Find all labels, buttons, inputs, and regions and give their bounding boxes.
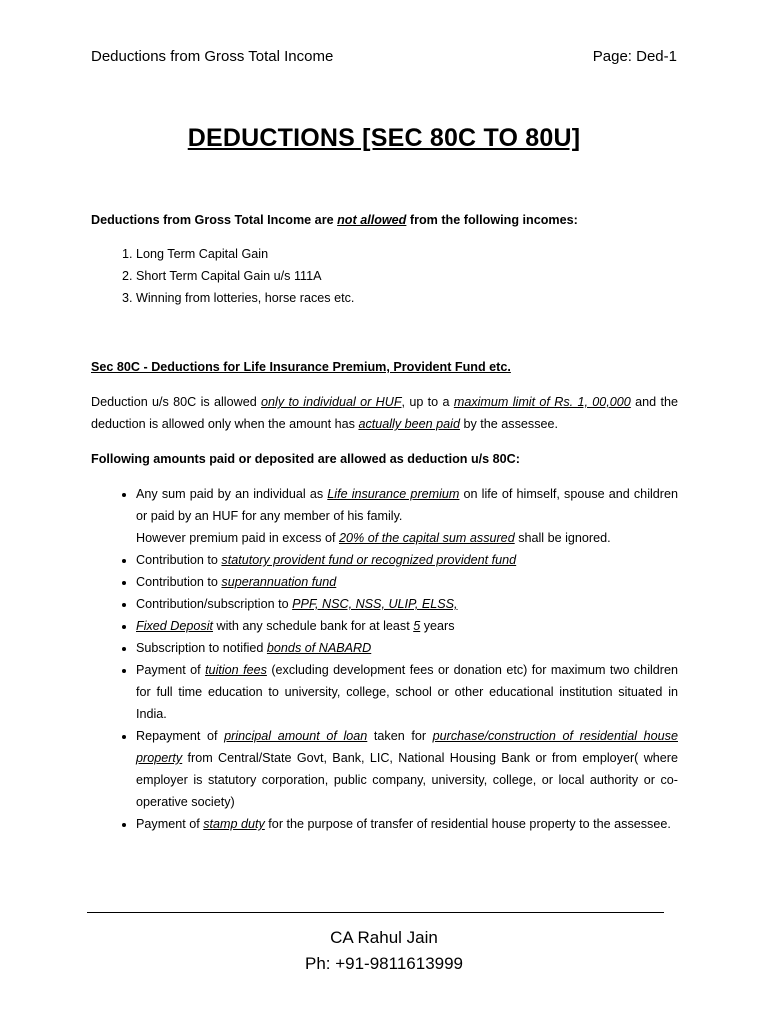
item-text: from Central/State Govt, Bank, LIC, National Housing Bank or from employer( where employer is statutory corporation, public company, university, college, or local authority or co-operative society) [136,751,678,809]
list-item: 2. Short Term Capital Gain u/s 111A [136,265,676,287]
para-text: , up to a [401,395,454,409]
intro-text-a: Deductions from Gross Total Income are [91,213,338,227]
item-emphasis: statutory provident fund or recognized provident fund [221,553,517,567]
intro-text-c: from the following incomes: [406,213,578,227]
page-title: DEDUCTIONS [SEC 80C TO 80U] [187,124,581,152]
list-item: 3. Winning from lotteries, horse races etc. [136,287,676,309]
item-text: years [420,619,455,633]
list-item [136,549,678,571]
list-item [136,571,678,593]
para-text: and the deduction is allowed only when the amount has [91,395,678,431]
item-emphasis: Life insurance premium [327,487,460,501]
item-text: for the purpose of transfer of residential house property to the assessee. [264,817,671,831]
header-page-number: Page: Ded-1 [592,48,677,65]
header-left: Deductions from Gross Total Income [91,48,334,65]
item-text: Payment of [136,817,204,831]
list-item [136,659,678,725]
para-emphasis: maximum limit of Rs. 1, 00,000 [453,395,631,409]
item-emphasis: PPF, NSC, NSS, ULIP, ELSS, [292,597,458,611]
item-text: shall be ignored. [514,531,611,545]
item-emphasis: superannuation fund [221,575,337,589]
item-text: Contribution to [136,575,222,589]
item-text: However premium paid in excess of [136,531,339,545]
item-emphasis: bonds of NABARD [266,641,372,655]
list-item [136,483,678,549]
section-80c-paragraph [91,391,678,435]
footer-divider [87,912,664,913]
list-item [136,593,678,615]
footer-phone: Ph: +91-9811613999 [304,954,464,973]
item-text: Repayment of [136,729,225,743]
list-item [136,615,678,637]
item-text: on life of himself, spouse and children or paid by an HUF for any member of his family. [136,487,678,523]
item-text: Subscription to notified [136,641,267,655]
item-text: (excluding development fees or donation etc) for maximum two children for full time education to university, college, school or other educational institution situated in India. [136,663,678,721]
item-text: Contribution/subscription to [136,597,293,611]
list-item [136,725,678,813]
section-heading-80c: Sec 80C - Deductions for Life Insurance Premium, Provident Fund etc. [91,360,511,374]
list-item [136,813,678,835]
item-text: Contribution to [136,553,222,567]
exclusions-list [91,243,676,309]
intro-paragraph [91,209,678,231]
footer-author: CA Rahul Jain [330,928,438,947]
item-emphasis: purchase/construction of residential house property [136,729,678,765]
deduction-list [91,483,678,835]
following-heading: Following amounts paid or deposited are allowed as deduction u/s 80C: [91,452,520,466]
item-text: with any schedule bank for at least [213,619,414,633]
item-emphasis: 5 [413,619,421,633]
para-emphasis: only to individual or HUF [261,395,402,409]
item-emphasis: tuition fees [205,663,267,677]
item-text: Payment of [136,663,206,677]
item-text: taken for [367,729,433,743]
item-text: Any sum paid by an individual as [136,487,328,501]
para-emphasis: actually been paid [358,417,460,431]
item-emphasis: 20% of the capital sum assured [338,531,515,545]
item-emphasis: principal amount of loan [224,729,368,743]
list-item: 1. Long Term Capital Gain [136,243,676,265]
para-text: Deduction u/s 80C is allowed [91,395,262,409]
para-text: by the assessee. [459,417,558,431]
item-emphasis: Fixed Deposit [136,619,213,633]
list-item [136,637,678,659]
item-emphasis: stamp duty [203,817,265,831]
intro-text-emphasis: not allowed [337,213,407,227]
